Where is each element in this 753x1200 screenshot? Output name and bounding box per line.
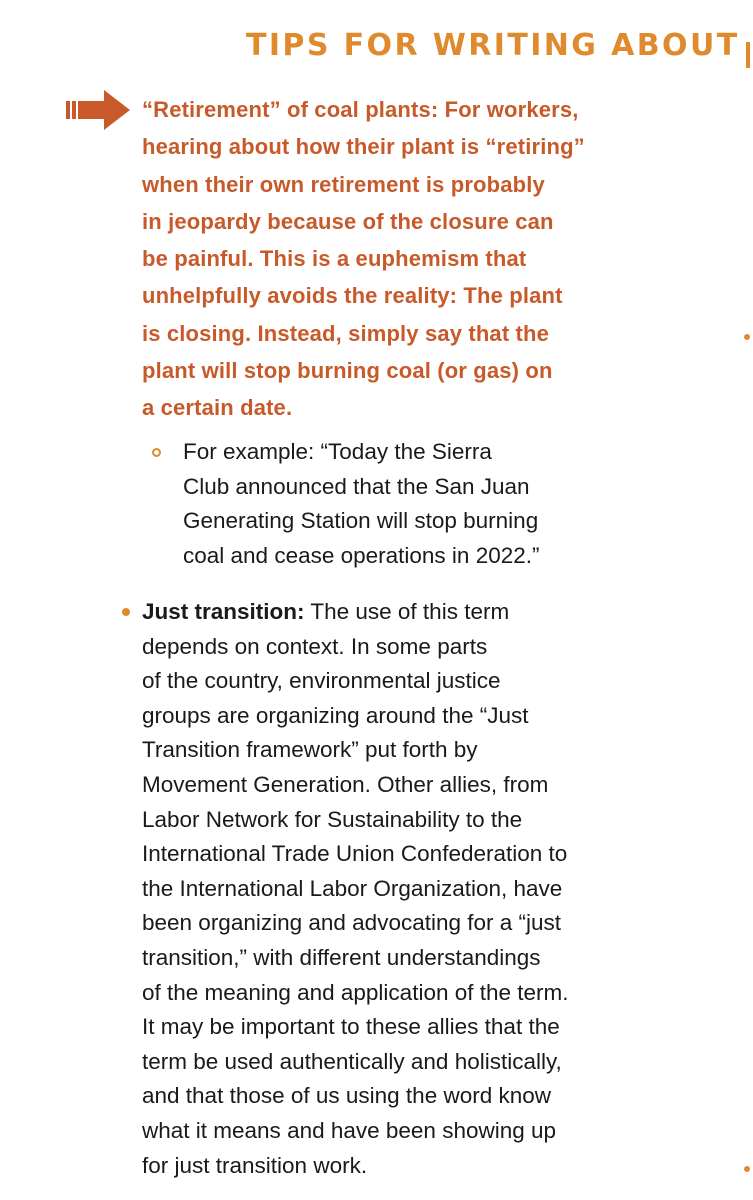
callout-line: plant will stop burning coal (or gas) on — [142, 358, 553, 384]
just-transition-line: Labor Network for Sustainability to the — [142, 806, 523, 832]
just-transition-first-line — [142, 595, 702, 630]
just-transition-line: transition,” with different understandings — [142, 944, 541, 970]
example-line: Club announced that the San Juan — [183, 473, 530, 499]
example-line: Generating Station will stop burning — [183, 508, 539, 534]
just-transition-line: International Trade Union Confederation to — [142, 841, 568, 867]
callout-line: unhelpfully avoids the reality: The plant — [142, 283, 563, 309]
example-quote — [183, 435, 653, 573]
callout-retirement — [142, 91, 702, 427]
hollow-bullet-icon — [152, 448, 161, 457]
page-title: TIPS FOR WRITING ABOUT — [246, 28, 740, 63]
just-transition-line: and that those of us using the word know — [142, 1083, 552, 1109]
cropped-bullet-icon — [744, 334, 750, 340]
just-transition-line: of the meaning and application of the term. — [142, 979, 569, 1005]
callout-line: a certain date. — [142, 395, 293, 421]
just-transition-line: what it means and have been showing up — [142, 1117, 557, 1143]
just-transition-line: Transition framework” put forth by — [142, 737, 478, 763]
just-transition-line: the International Labor Organization, have — [142, 875, 563, 901]
bullet-icon — [122, 608, 130, 616]
just-transition-line: for just transition work. — [142, 1152, 368, 1178]
just-transition-line: been organizing and advocating for a “just — [142, 910, 562, 936]
arrow-right-icon — [66, 88, 132, 132]
just-transition-term: Just transition: — [142, 599, 305, 624]
callout-line: in jeopardy because of the closure can — [142, 208, 554, 234]
cropped-bullet-icon — [744, 1166, 750, 1172]
example-line: For example: “Today the Sierra — [183, 439, 492, 464]
just-transition-line: of the country, environmental justice — [142, 668, 501, 694]
just-transition-line: Movement Generation. Other allies, from — [142, 771, 549, 797]
callout-line: is closing. Instead, simply say that the — [142, 320, 550, 346]
just-transition-first-line-rest: The use of this term — [304, 599, 510, 624]
callout-line: when their own retirement is probably — [142, 171, 545, 197]
callout-line: “Retirement” of coal plants: For workers, — [142, 97, 579, 122]
callout-line: hearing about how their plant is “retiring” — [142, 134, 585, 160]
callout-line: be painful. This is a euphemism that — [142, 246, 527, 272]
just-transition-item — [142, 595, 702, 1183]
just-transition-line: groups are organizing around the “Just — [142, 702, 529, 728]
just-transition-line: It may be important to these allies that the — [142, 1014, 560, 1040]
example-line: coal and cease operations in 2022.” — [183, 542, 540, 568]
just-transition-line: depends on context. In some parts — [142, 633, 488, 659]
just-transition-line: term be used authentically and holistically, — [142, 1048, 562, 1074]
cropped-heading-fragment — [746, 42, 750, 68]
